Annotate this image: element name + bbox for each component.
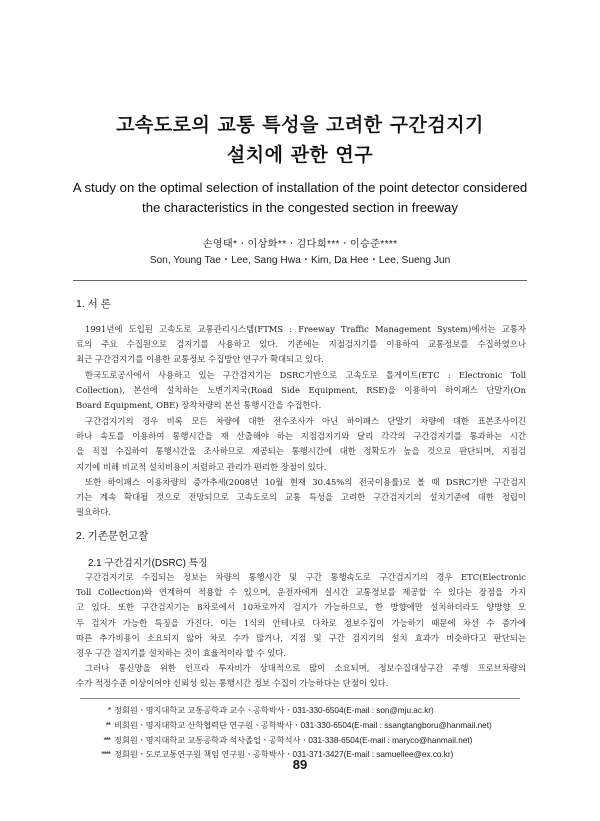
text-line: 필요하다.	[76, 507, 112, 518]
authors-korean: 손영태*ㆍ이상화**ㆍ김다희***ㆍ이승준****	[202, 239, 398, 250]
footnote-text: 비회원ㆍ명지대학교 산학협력단 연구원ㆍ공학박사ㆍ031-330-6504(E-mail : ssangtangboru@hanmail.net)	[114, 720, 492, 730]
text-line: 최근 구간검지기를 이용한 교통정보 수집방안 연구가 확대되고 있다.	[76, 354, 324, 365]
footnote-text: 정회원ㆍ명지대학교 교통공학과 석사졸업ㆍ공학석사ㆍ031-338-6504(E-mail : maryco@hanmail.net)	[114, 735, 473, 745]
text-line: Board Equipment, OBE) 장착차량의 본선 통행시간을 수집한다.	[76, 400, 322, 411]
header-divider	[73, 280, 527, 281]
title-english-line-2: the characteristics in the congested section in freeway	[142, 200, 458, 215]
section-1-paragraph-4	[76, 475, 526, 521]
footnote-mark: ****	[101, 750, 110, 760]
text-line: 따른 추가비용이 소요되지 않아 차로 수가 많거나, 지점 및 구간 검지기의 설치 효과가 비슷하다고 판단되는	[76, 632, 526, 643]
section-1-paragraph-3	[76, 414, 526, 475]
text-line: 구간검지기의 경우 비록 모든 차량에 대한 전수조사가 아닌 하이패스 단말기 차량에 대한 표본조사이긴	[85, 416, 526, 426]
section-2-paragraph-1	[76, 570, 526, 661]
text-line: 하나 속도를 이용하여 통행시간을 재 산출해야 하는 지점검지기와 달리 각각의 구간검지기를 통과하는 시간	[76, 431, 526, 442]
title-english-line-1: A study on the optimal selection of installation of the point detector considered	[72, 180, 528, 195]
text-line: 료의 주요 수집원으로 검지기를 사용하고 있다. 기존에는 지점검지기를 이용하여 교통정보를 수집하였으나	[76, 339, 526, 350]
title-korean-line-2: 설치에 관한 연구	[226, 144, 374, 166]
text-line: 지기에 비해 비교적 설치비용이 저렴하고 관리가 편리한 장점이 있다.	[76, 461, 327, 472]
text-line: 고 있다. 또한 구간검지기는 8차로에서 10차로까지 검지가 가능하므로, 한 방향에만 설치하더라도 양방향 모	[76, 602, 526, 613]
title-korean-line-1: 고속도로의 교통 특성을 고려한 구간검지기	[116, 114, 484, 136]
text-line: 기는 계속 확대될 것으로 전망되므로 고속도로의 교통 특성을 고려한 구간검지기의 설치기준에 대한 정립이	[76, 492, 526, 503]
section-1-heading: 1. 서 론	[76, 298, 111, 310]
footnote-item	[90, 704, 530, 719]
footnote-item	[90, 734, 530, 749]
footnote-text: 정회원ㆍ명지대학교 교통공학과 교수ㆍ공학박사ㆍ031-330-6504(E-mail : son@mju.ac.kr)	[114, 706, 434, 715]
footnote-mark: ***	[103, 735, 110, 745]
text-line: 그러나 통신망을 위한 인프라 투자비가 상대적으로 많이 소요되며, 정보수집대상구간 주행 프로브차량의	[85, 663, 526, 673]
section-1-paragraph-2	[76, 368, 526, 414]
footnote-text: 정회원ㆍ도로교통연구원 책임 연구원ㆍ공학박사ㆍ031-371-3427(E-mail : samuellee@ex.co.kr)	[114, 750, 454, 760]
footnote-divider	[80, 698, 520, 699]
text-line: 두 검지가 가능한 특징을 가진다. 이는 1식의 안테나로 다차로 정보수집이 가능하기 때문에 차선 수 증가에	[76, 617, 526, 628]
footnote-mark: *	[107, 706, 110, 715]
footnote-mark: **	[105, 720, 110, 730]
text-line: 1991년에 도입된 고속도로 교통관리시스템(FTMS : Freeway Traffic Management System)에서는 교통자	[85, 324, 526, 334]
page-number: 89	[292, 757, 308, 772]
footnotes	[90, 704, 530, 763]
text-line: 구간검지기로 수집되는 정보는 차량의 통행시간 및 구간 통행속도로 구간검지기의 경우 ETC(Electronic	[85, 572, 526, 582]
section-2-heading: 2. 기존문헌고찰	[76, 530, 149, 542]
section-2-1-subheading: 2.1 구간검지기(DSRC) 특징	[88, 558, 208, 569]
authors-english: Son, Young Tae・Lee, Sang Hwa・Kim, Da Hee・Lee, Sueng Jun	[149, 255, 451, 266]
text-line: Toll Collection)와 연계하여 적용할 수 있으며, 운전자에게 실시간 교통정보를 제공할 수 있다는 장점을 가지	[76, 587, 526, 598]
section-2-paragraph-2	[76, 661, 526, 691]
text-line: 한국도로공사에서 사용하고 있는 구간검지기는 DSRC기반으로 고속도로 톨게이트(ETC : Electronic Toll	[85, 370, 526, 380]
text-line: 을 직접 수집하여 통행시간을 조사하므로 제공되는 통행시간에 대한 정확도가 높을 것으로 판단되며, 지점검	[76, 446, 526, 457]
text-line: 또한 하이패스 이용차량의 증가추세(2008년 10월 현재 30.45%의 전국이용률)로 볼 때 DSRC기반 구간검지	[85, 477, 526, 487]
section-1-paragraph-1	[76, 322, 526, 368]
text-line: Collection), 본선에 설치하는 노변기지국(Road Side Equipment, RSE)을 이용하여 하이패스 단말기(On	[76, 385, 526, 396]
text-line: 수가 적정수준 이상이어야 신뢰성 있는 통행시간 정보 수집이 가능하다는 단점이 있다.	[76, 678, 389, 689]
title-english	[40, 178, 560, 218]
text-line: 경우 구간 검지기를 설치하는 것이 효율적이라 할 수 있다.	[76, 648, 287, 659]
footnote-item	[90, 719, 530, 734]
